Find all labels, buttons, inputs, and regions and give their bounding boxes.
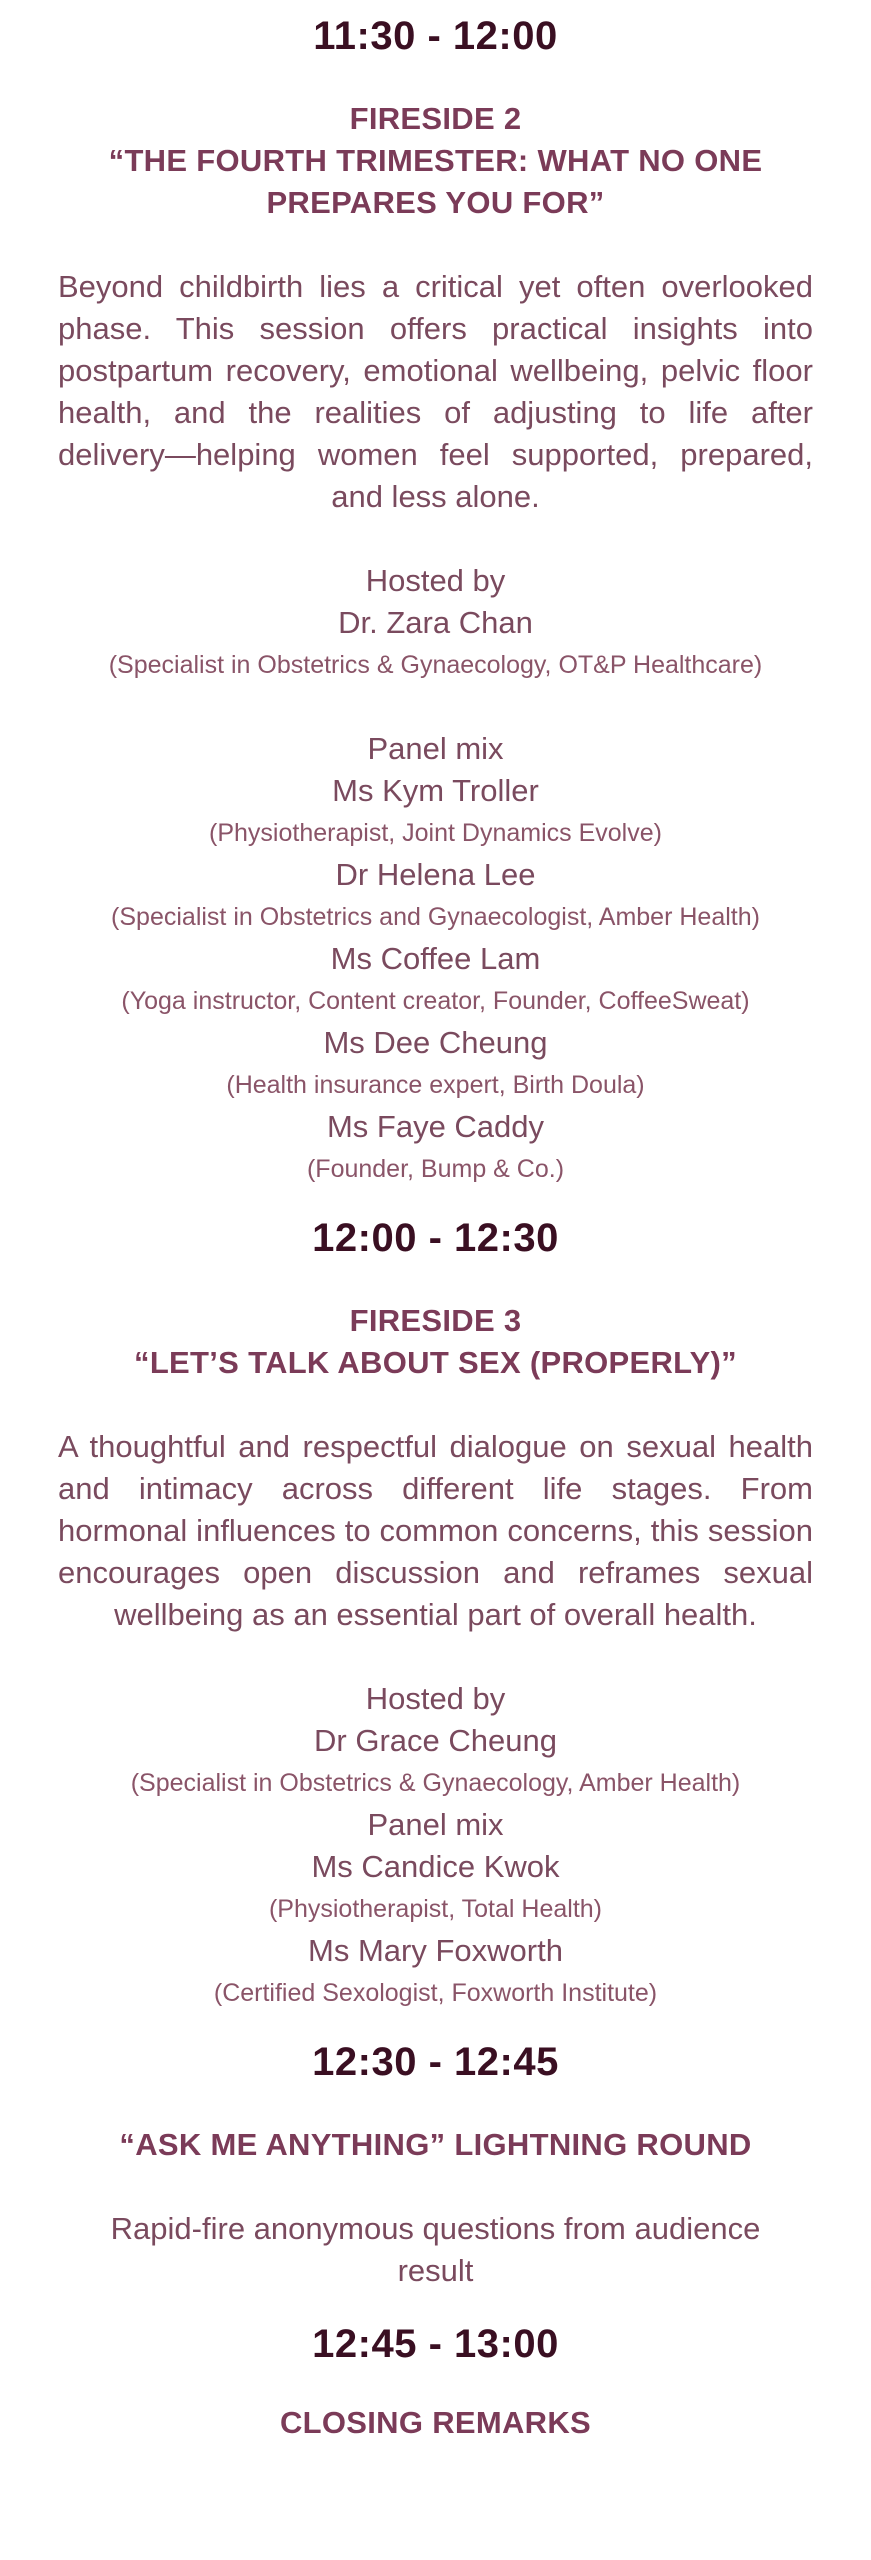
agenda-session-lightning-round: [58, 2042, 813, 2292]
panelist: [58, 1846, 813, 1930]
session-description: A thoughtful and respectful dialogue on sexual health and intimacy across different life stages. From hormonal influences to common concerns, this session encourages open discussion and reframes sexual wellbeing as an essential part of overall health.: [58, 1429, 813, 1632]
panelist: [58, 1022, 813, 1106]
panelist-affiliation: (Physiotherapist, Joint Dynamics Evolve): [209, 819, 662, 847]
session-description: Rapid-fire anonymous questions from audience result: [110, 2211, 761, 2288]
panel-block: [58, 1804, 813, 2014]
panelist: [58, 770, 813, 854]
panel-label: Panel mix: [367, 1807, 504, 1842]
panelist-affiliation: (Specialist in Obstetrics and Gynaecologist, Amber Health): [111, 903, 760, 931]
panelist-name: Ms Dee Cheung: [323, 1025, 548, 1060]
host-name: Dr. Zara Chan: [338, 605, 533, 640]
session-time: 12:45 - 13:00: [312, 2322, 559, 2366]
session-title: [58, 1300, 813, 1384]
panelist-affiliation: (Physiotherapist, Total Health): [268, 1895, 603, 1923]
session-title-label: FIRESIDE 3: [349, 1303, 522, 1338]
host-label: Hosted by: [365, 563, 506, 598]
session-title-subtitle: “THE FOURTH TRIMESTER: WHAT NO ONE PREPARES YOU FOR”: [108, 143, 763, 220]
panelist-name: Ms Faye Caddy: [326, 1109, 545, 1144]
session-time: 12:30 - 12:45: [312, 2040, 559, 2084]
session-title: CLOSING REMARKS: [279, 2405, 592, 2440]
host-label: Hosted by: [365, 1681, 506, 1716]
session-title: [58, 98, 813, 224]
panelist-name: Ms Candice Kwok: [311, 1849, 560, 1884]
panelist: [58, 938, 813, 1022]
session-time: 11:30 - 12:00: [313, 14, 558, 58]
session-title-label: FIRESIDE 2: [349, 101, 522, 136]
panelist: [58, 1106, 813, 1190]
host-affiliation: (Specialist in Obstetrics & Gynaecology, Amber Health): [130, 1769, 741, 1797]
agenda-session-fireside-2: [58, 0, 813, 1190]
panelist-name: Ms Coffee Lam: [330, 941, 541, 976]
host-block: [58, 560, 813, 686]
session-time: 12:00 - 12:30: [312, 1216, 559, 1260]
panelist-affiliation: (Yoga instructor, Content creator, Founder, CoffeeSweat): [121, 987, 750, 1015]
session-title: “ASK ME ANYTHING” LIGHTNING ROUND: [119, 2127, 752, 2162]
session-title-subtitle: “LET’S TALK ABOUT SEX (PROPERLY)”: [134, 1345, 737, 1380]
panelist: [58, 1930, 813, 2014]
panel-label: Panel mix: [367, 731, 504, 766]
panelist-affiliation: (Health insurance expert, Birth Doula): [226, 1071, 645, 1099]
panelist: [58, 854, 813, 938]
panelist-name: Dr Helena Lee: [335, 857, 536, 892]
session-description: Beyond childbirth lies a critical yet often overlooked phase. This session offers practical insights into postpartum recovery, emotional wellbeing, pelvic floor health, and the realities of adjusting to life after delivery—helping women feel supported, prepared, and less alone.: [58, 269, 813, 514]
panelist-affiliation: (Founder, Bump & Co.): [306, 1155, 565, 1183]
agenda-session-fireside-3: [58, 1218, 813, 2014]
host-block: [58, 1678, 813, 1804]
host-affiliation: (Specialist in Obstetrics & Gynaecology, OT&P Healthcare): [108, 651, 763, 679]
agenda-session-closing: [58, 2324, 813, 2444]
host-name: Dr Grace Cheung: [314, 1723, 557, 1758]
panelist-affiliation: (Certified Sexologist, Foxworth Institute): [213, 1979, 658, 2007]
panelist-name: Ms Mary Foxworth: [308, 1933, 563, 1968]
panel-block: [58, 728, 813, 1190]
panelist-name: Ms Kym Troller: [332, 773, 539, 808]
